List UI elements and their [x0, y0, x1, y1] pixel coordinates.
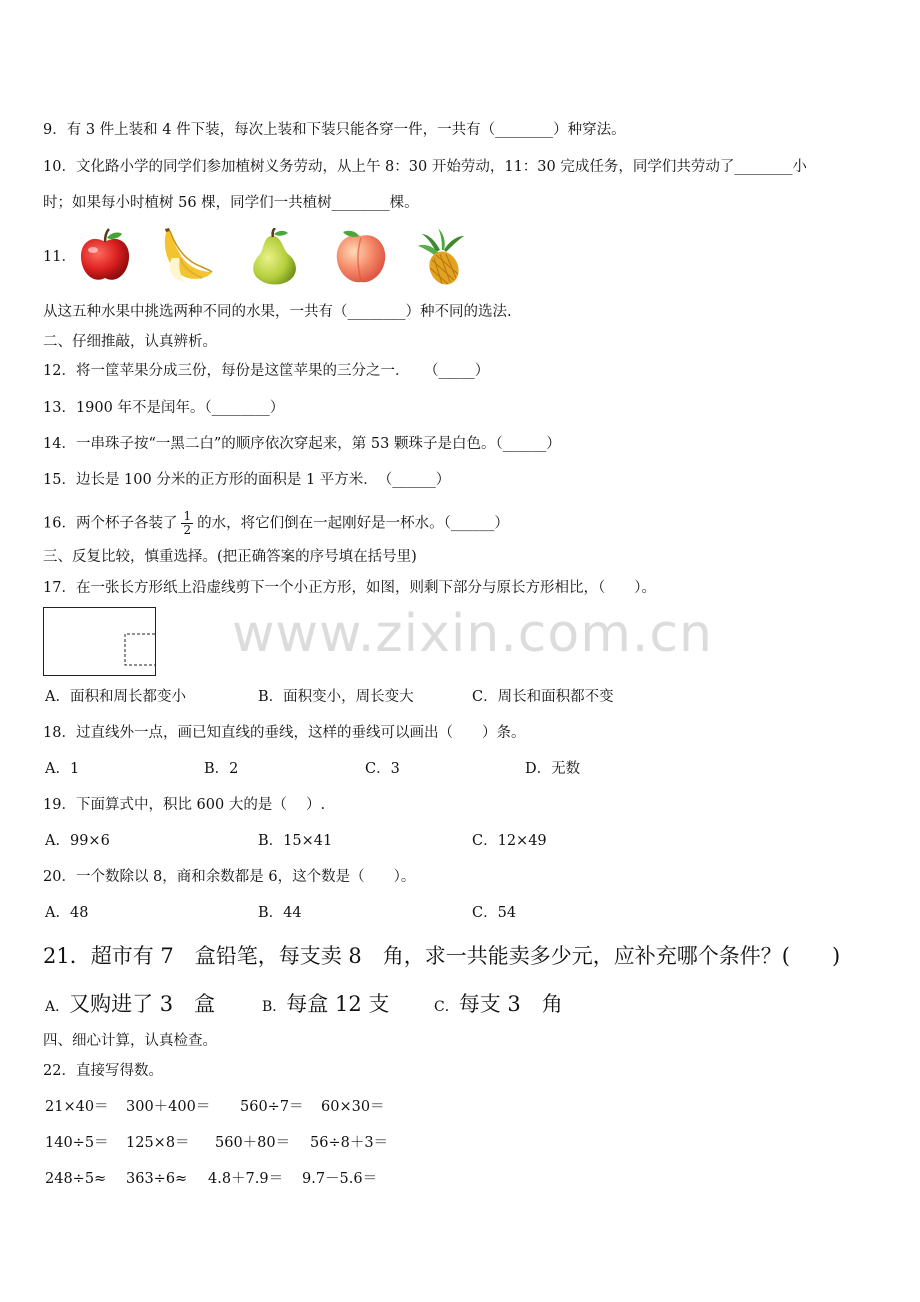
question-9: 9．有 3 件上装和 4 件下装，每次上装和下装只能各穿一件，一共有（________）种穿法。	[43, 122, 626, 138]
question-16-prefix: 16．两个杯子各装了	[43, 515, 178, 532]
apple-icon	[78, 228, 132, 284]
peach-icon	[333, 228, 389, 284]
q21-option-a-letter: A．	[45, 999, 70, 1015]
calc-item: 560＋80＝	[215, 1135, 291, 1151]
question-15: 15．边长是 100 分米的正方形的面积是 1 平方米． （______）	[43, 472, 451, 488]
section-3-heading: 三、反复比较，慎重选择。(把正确答案的序号填在括号里)	[43, 549, 417, 565]
q18-option-c: C．3	[365, 761, 400, 777]
calc-item: 300＋400＝	[126, 1099, 211, 1115]
watermark: www.zixin.com.cn	[232, 604, 713, 664]
pineapple-icon	[416, 228, 468, 286]
q21-option-b	[262, 990, 389, 1021]
question-10-line-2: 时；如果每小时植树 56 棵，同学们一共植树________棵。	[43, 195, 419, 211]
q19-option-b: B．15×41	[258, 833, 333, 849]
calc-item: 248÷5≈	[45, 1171, 107, 1187]
calc-item: 9.7－5.6＝	[302, 1171, 378, 1187]
q21-option-c-letter: C．	[434, 999, 459, 1015]
question-11-text: 从这五种水果中挑选两种不同的水果，一共有（________）种不同的选法.	[43, 304, 512, 320]
q20-option-b: B．44	[258, 905, 302, 921]
question-21: 21．超市有 7 盒铅笔，每支卖 8 角，求一共能卖多少元，应补充哪个条件？( )	[43, 944, 841, 968]
question-19: 19．下面算式中，积比 600 大的是（ ）.	[43, 797, 326, 813]
q20-option-a: A．48	[45, 905, 89, 921]
question-12: 12．将一筐苹果分成三份，每份是这筐苹果的三分之一． （_____）	[43, 363, 490, 379]
question-10-line-1: 10．文化路小学的同学们参加植树义务劳动，从上午 8：30 开始劳动，11：30 完成任务，同学们共劳动了________小	[43, 159, 807, 175]
q17-option-b: B．面积变小，周长变大	[258, 689, 414, 705]
calc-item: 4.8＋7.9＝	[208, 1171, 284, 1187]
calc-item: 60×30＝	[321, 1099, 385, 1115]
question-11-number: 11．	[43, 249, 76, 265]
calc-item: 560÷7＝	[240, 1099, 304, 1115]
question-14: 14．一串珠子按“一黑二白”的顺序依次穿起来，第 53 颗珠子是白色。（______）	[43, 436, 561, 452]
calc-item: 125×8＝	[126, 1135, 190, 1151]
calc-item: 363÷6≈	[126, 1171, 188, 1187]
section-2-heading: 二、仔细推敲，认真辨析。	[43, 334, 217, 350]
calc-item: 140÷5＝	[45, 1135, 109, 1151]
q19-option-c: C．12×49	[472, 833, 547, 849]
q21-option-a-text: 又购进了 3 盒	[69, 992, 216, 1016]
section-4-heading: 四、细心计算，认真检查。	[43, 1033, 217, 1049]
question-22: 22．直接写得数。	[43, 1063, 163, 1079]
q21-option-c	[434, 990, 563, 1021]
q20-option-c: C．54	[472, 905, 517, 921]
question-13: 13．1900 年不是闰年。（________）	[43, 400, 285, 416]
q18-option-d: D．无数	[525, 761, 581, 777]
q21-option-b-letter: B．	[262, 999, 287, 1015]
rectangle-diagram	[43, 607, 157, 677]
q21-option-c-text: 每支 3 角	[458, 992, 563, 1016]
question-16	[43, 510, 509, 537]
calc-item: 21×40＝	[45, 1099, 109, 1115]
question-20: 20．一个数除以 8，商和余数都是 6，这个数是（ ）。	[43, 869, 416, 885]
question-18: 18．过直线外一点，画已知直线的垂线，这样的垂线可以画出（ ）条。	[43, 725, 526, 741]
calc-item: 56÷8＋3＝	[310, 1135, 389, 1151]
banana-icon	[158, 228, 214, 284]
question-17: 17．在一张长方形纸上沿虚线剪下一个小正方形，如图，则剩下部分与原长方形相比，（ ）。	[43, 580, 656, 596]
pear-icon	[246, 228, 302, 286]
q18-option-a: A．1	[45, 761, 80, 777]
fraction-one-half	[181, 510, 193, 537]
q18-option-b: B．2	[204, 761, 239, 777]
question-16-suffix: 的水，将它们倒在一起刚好是一杯水。（______）	[197, 515, 509, 532]
fraction-numerator: 1	[183, 509, 192, 523]
q21-option-b-text: 每盒 12 支	[286, 992, 390, 1016]
q21-option-a	[45, 990, 215, 1021]
fraction-denominator: 2	[183, 523, 192, 537]
q17-option-a: A．面积和周长都变小	[45, 689, 186, 705]
q17-option-c: C．周长和面积都不变	[472, 689, 614, 705]
q19-option-a: A．99×6	[45, 833, 110, 849]
